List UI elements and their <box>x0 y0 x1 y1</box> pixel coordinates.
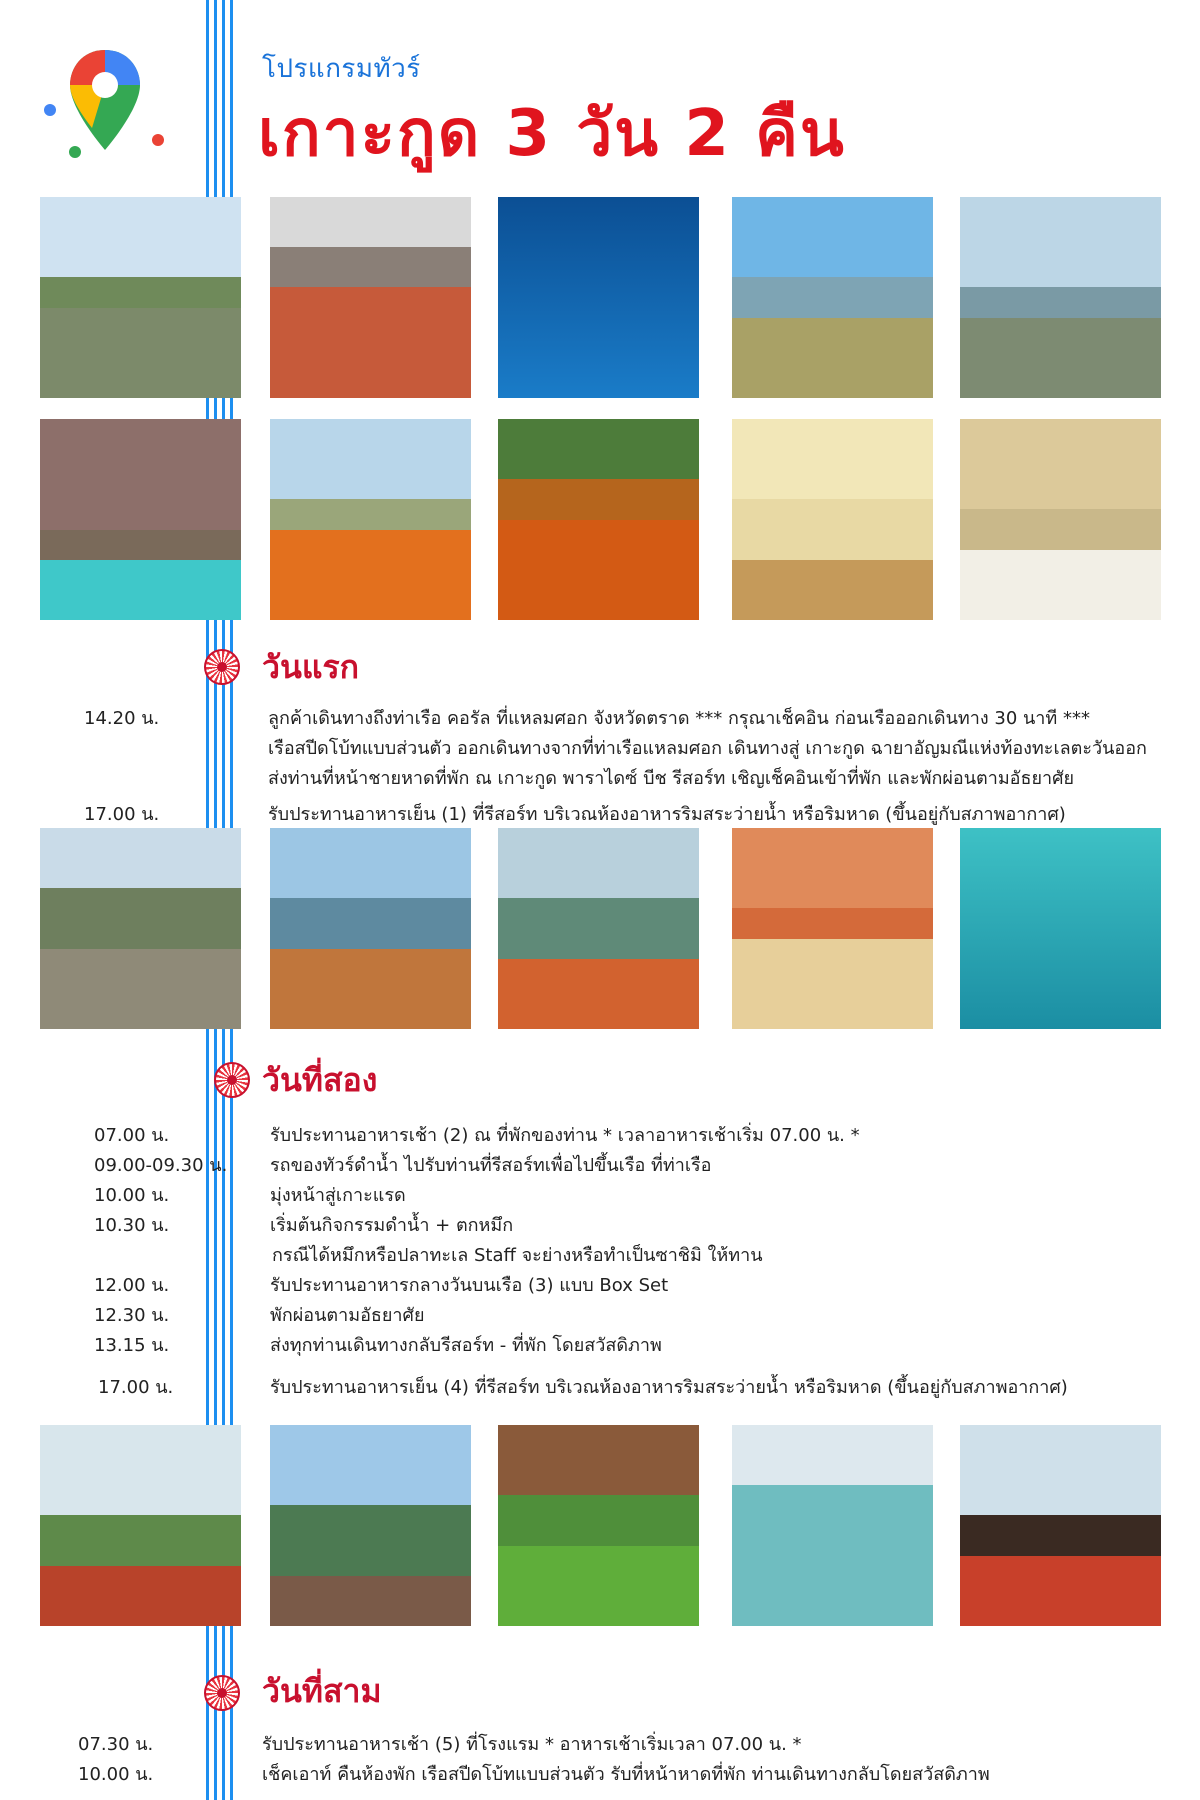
day1-desc-1-line2: เรือสปีดโบ้ทแบบส่วนตัว ออกเดินทางจากที่ท่าเรือแหลมศอก เดินทางสู่ เกาะกูด ฉายาอัญมณีแห่งท้องทะเลตะวันออก <box>268 738 1147 759</box>
day-marker-icon <box>214 1062 250 1098</box>
day1-time-1: 14.20 น. <box>84 708 160 729</box>
photo-resort-aerial <box>40 419 241 620</box>
day2-desc-4-line1: เริ่มต้นกิจกรรมดำน้ำ + ตกหมึก <box>270 1215 514 1236</box>
day2-time-7: 13.15 น. <box>94 1335 170 1356</box>
photo-bedroom <box>960 419 1161 620</box>
day3-desc-2: เช็คเอาท์ คืนห้องพัก เรือสปีดโบ้ทแบบส่วนตัว รับที่หน้าหาดที่พัก ท่านเดินทางกลับโดยสวัสดิภาพ <box>262 1764 990 1785</box>
day1-desc-2: รับประทานอาหารเย็น (1) ที่รีสอร์ท บริเวณห้องอาหารริมสระว่ายน้ำ หรือริมหาด (ขึ้นอยู่กับสภาพอากาศ) <box>268 804 1066 825</box>
photo-group-selfie <box>270 828 471 1029</box>
map-pin-icon <box>40 40 170 170</box>
photo-fishing-catch <box>498 828 699 1029</box>
day3-time-2: 10.00 น. <box>78 1764 154 1785</box>
photo-pool-top-view <box>498 419 699 620</box>
day2-time-6: 12.30 น. <box>94 1305 170 1326</box>
day2-time-2: 09.00-09.30 น. <box>94 1155 228 1176</box>
photo-food-box-set <box>732 828 933 1029</box>
day2-time-8: 17.00 น. <box>98 1377 174 1398</box>
day1-desc-1-line3: ส่งท่านที่หน้าชายหาดที่พัก ณ เกาะกูด พาราไดซ์ บีช รีสอร์ท เชิญเช็คอินเข้าที่พัก และพักผ่อนตามอัธยาศัย <box>268 768 1075 789</box>
day3-desc-1: รับประทานอาหารเช้า (5) ที่โรงแรม * อาหารเช้าเริ่มเวลา 07.00 น. * <box>262 1734 802 1755</box>
day2-desc-5: รับประทานอาหารกลางวันบนเรือ (3) แบบ Box Set <box>270 1275 669 1296</box>
photo-beach-umbrella <box>40 1425 241 1626</box>
day-marker-icon <box>204 1675 240 1711</box>
photo-bathroom-sink <box>732 419 933 620</box>
day2-time-1: 07.00 น. <box>94 1125 170 1146</box>
day2-desc-3: มุ่งหน้าสู่เกาะแรด <box>270 1185 406 1206</box>
day2-desc-4-line2: กรณีได้หมึกหรือปลาทะเล Staff จะย่างหรือทำเป็นซาชิมิ ให้ทาน <box>272 1245 763 1266</box>
photo-beach-palms <box>270 1425 471 1626</box>
page-title: เกาะกูด 3 วัน 2 คืน <box>258 97 846 171</box>
day2-desc-6: พักผ่อนตามอัธยาศัย <box>270 1305 425 1326</box>
day2-desc-2: รถของทัวร์ดำน้ำ ไปรับท่านที่รีสอร์ทเพื่อไปขึ้นเรือ ที่ท่าเรือ <box>270 1155 712 1176</box>
photo-pool-palms <box>270 419 471 620</box>
day1-heading: วันแรก <box>262 648 360 686</box>
day2-desc-1: รับประทานอาหารเช้า (2) ณ ที่พักของท่าน * เวลาอาหารเช้าเริ่ม 07.00 น. * <box>270 1125 860 1146</box>
photo-snorkeling <box>960 828 1161 1029</box>
photo-wooden-pier <box>40 828 241 1029</box>
day2-heading: วันที่สอง <box>262 1061 378 1099</box>
photo-resort-garden <box>498 1425 699 1626</box>
photo-speedboat-pier <box>40 197 241 398</box>
day2-time-4: 10.30 น. <box>94 1215 170 1236</box>
photo-boarding-boat <box>732 197 933 398</box>
day3-time-1: 07.30 น. <box>78 1734 154 1755</box>
photo-restaurant-view <box>960 1425 1161 1626</box>
day2-desc-7: ส่งทุกท่านเดินทางกลับรีสอร์ท - ที่พัก โดยสวัสดิภาพ <box>270 1335 662 1356</box>
day1-desc-1-line1: ลูกค้าเดินทางถึงท่าเรือ คอรัล ที่แหลมศอก จังหวัดตราด *** กรุณาเช็คอิน ก่อนเรือออกเดินทาง 30 นาที *** <box>268 708 1090 729</box>
photo-sea-swim <box>732 1425 933 1626</box>
photo-boat-dock <box>960 197 1161 398</box>
day2-desc-8: รับประทานอาหารเย็น (4) ที่รีสอร์ท บริเวณห้องอาหารริมสระว่ายน้ำ หรือริมหาด (ขึ้นอยู่กับสภาพอากาศ) <box>270 1377 1068 1398</box>
day2-time-3: 10.00 น. <box>94 1185 170 1206</box>
photo-passengers-boat <box>270 197 471 398</box>
day2-time-5: 12.00 น. <box>94 1275 170 1296</box>
day1-time-2: 17.00 น. <box>84 804 160 825</box>
day3-heading: วันที่สาม <box>262 1672 382 1710</box>
photo-speedboat-sea <box>498 197 699 398</box>
tour-program-label: โปรแกรมทัวร์ <box>262 54 421 84</box>
day-marker-icon <box>204 649 240 685</box>
